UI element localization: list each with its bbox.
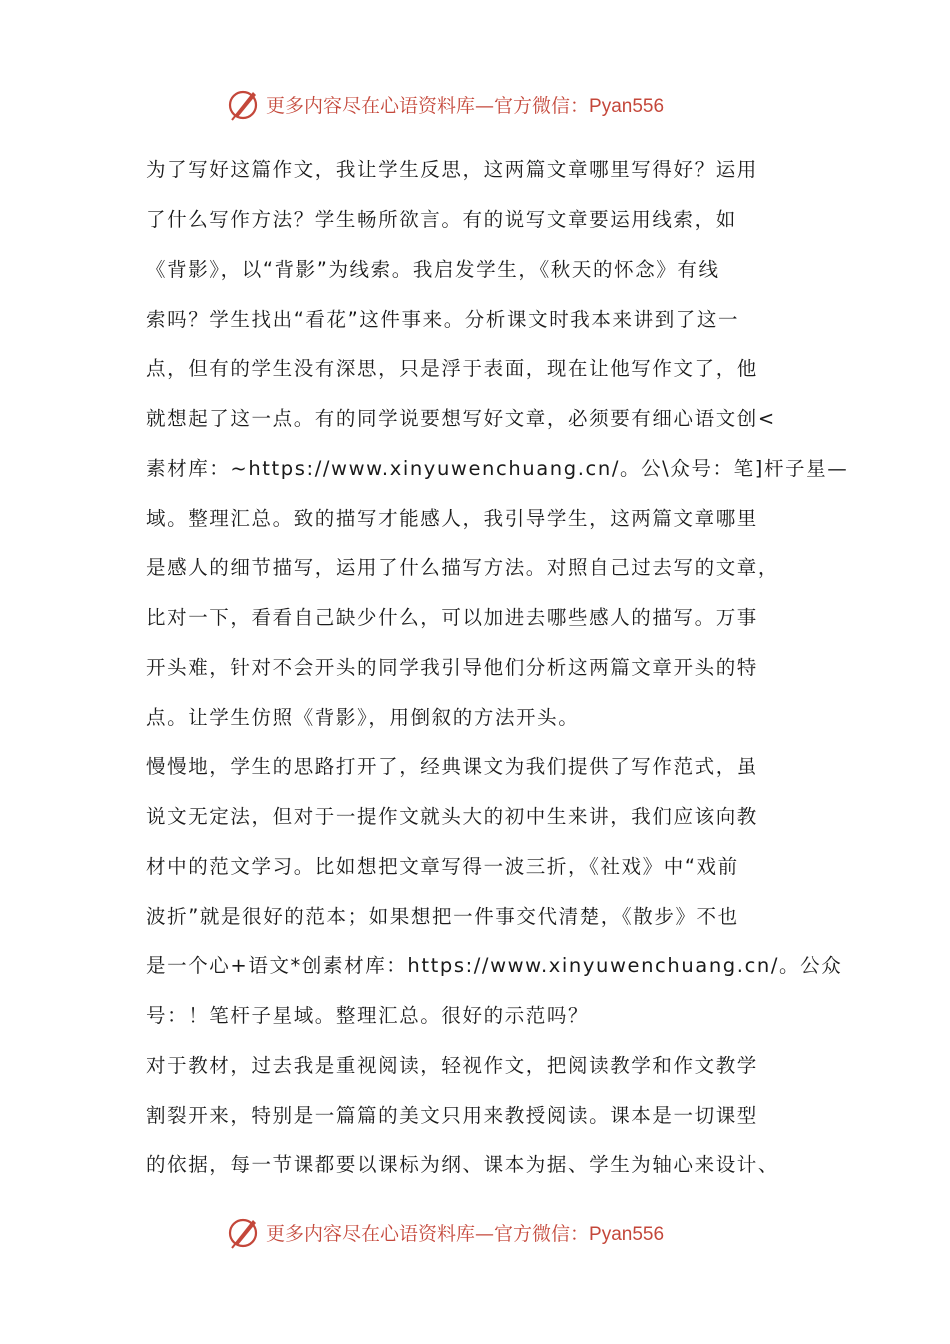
text-line: 材中的范文学习。比如想把文章写得一波三折，《社戏》中“戏前 xyxy=(146,855,739,878)
text-line: 慢慢地，学生的思路打开了，经典课文为我们提供了写作范式，虽 xyxy=(146,755,758,778)
footer-text xyxy=(266,1219,664,1246)
text-line: 是一个心+语文*创素材库：https://www.xinyuwenchuang.cn/。公众 xyxy=(146,954,843,977)
footer-separator: — xyxy=(475,1223,495,1245)
text-line: 索吗？学生找出“看花”这件事来。分析课文时我本来讲到了这一 xyxy=(146,308,740,331)
footer-banner xyxy=(0,1212,950,1252)
text-line: 《背影》，以“背影”为线索。我启发学生，《秋天的怀念》有线 xyxy=(146,258,720,281)
text-line: 比对一下，看看自己缺少什么，可以加进去哪些感人的描写。万事 xyxy=(146,606,758,629)
text-line: 就想起了这一点。有的同学说要想写好文章，必须要有细心语文创< xyxy=(146,407,776,430)
text-line: 点。让学生仿照《背影》，用倒叙的方法开头。 xyxy=(146,706,580,729)
footer-contact-label: 官方微信： xyxy=(494,1223,590,1245)
footer-contact-handle: Pyan556 xyxy=(589,1224,665,1245)
header-title: 更多内容尽在心语资料库 xyxy=(266,95,476,117)
text-line: 割裂开来，特别是一篇篇的美文只用来教授阅读。课本是一切课型 xyxy=(146,1104,758,1127)
header-separator: — xyxy=(475,95,495,117)
quill-logo-icon xyxy=(226,86,262,122)
text-line: 素材库：~https://www.xinyuwenchuang.cn/。公\众号：笔]杆子星— xyxy=(146,457,849,480)
header-banner xyxy=(0,84,950,124)
text-line: 对于教材，过去我是重视阅读，轻视作文，把阅读教学和作文教学 xyxy=(146,1054,758,1077)
footer-title: 更多内容尽在心语资料库 xyxy=(266,1223,476,1245)
header-text xyxy=(266,91,664,118)
text-line: 为了写好这篇作文，我让学生反思，这两篇文章哪里写得好？运用 xyxy=(146,158,758,181)
text-line: 了什么写作方法？学生畅所欲言。有的说写文章要运用线索，如 xyxy=(146,208,737,231)
header-contact-handle: Pyan556 xyxy=(589,96,665,117)
text-line: 是感人的细节描写，运用了什么描写方法。对照自己过去写的文章， xyxy=(146,556,780,579)
text-line: 点，但有的学生没有深思，只是浮于表面，现在让他写作文了，他 xyxy=(146,357,758,380)
text-line: 的依据，每一节课都要以课标为纲、课本为据、学生为轴心来设计、 xyxy=(146,1153,780,1176)
text-line: 开头难，针对不会开头的同学我引导他们分析这两篇文章开头的特 xyxy=(146,656,758,679)
header-contact-label: 官方微信： xyxy=(494,95,590,117)
text-line: 波折”就是很好的范本；如果想把一件事交代清楚，《散步》不也 xyxy=(146,905,739,928)
text-line: 说文无定法，但对于一提作文就头大的初中生来讲，我们应该向教 xyxy=(146,805,758,828)
quill-logo-icon xyxy=(226,1214,262,1250)
text-line: 域。整理汇总。致的描写才能感人，我引导学生，这两篇文章哪里 xyxy=(146,507,758,530)
text-line: 号：！笔杆子星域。整理汇总。很好的示范吗？ xyxy=(146,1004,590,1027)
